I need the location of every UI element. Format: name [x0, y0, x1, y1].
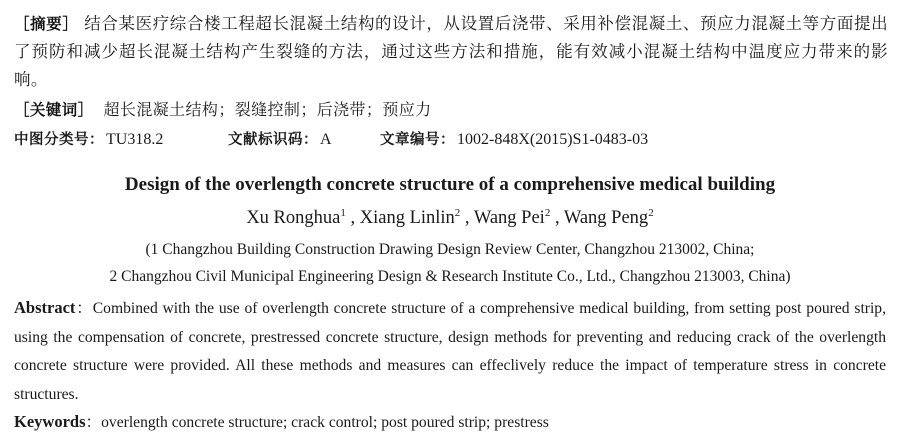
english-keywords-separator: ：	[85, 414, 102, 431]
clc-number	[14, 125, 163, 154]
article-number-value: 1002-848X(2015)S1-0483-03	[457, 131, 649, 148]
chinese-keywords-label: ［关键词］	[14, 101, 94, 119]
chinese-keywords-text: 超长混凝土结构；裂缝控制；后浇带；预应力	[103, 100, 432, 119]
english-authors	[0, 203, 900, 233]
author-3-affil: 2	[544, 206, 551, 219]
clc-value: TU318.2	[106, 131, 164, 148]
author-3-name: Wang Pei	[473, 208, 545, 228]
english-title: Design of the overlength concrete structure of a comprehensive medical building	[124, 174, 776, 195]
document-code	[228, 125, 332, 154]
article-number-label: 文章编号：	[380, 132, 455, 148]
english-keywords	[14, 408, 886, 437]
author-4-name: Wang Peng	[563, 208, 649, 228]
english-abstract-separator: ：	[75, 300, 93, 317]
english-keywords-text: overlength concrete structure; crack control; post poured strip; prestress	[101, 414, 549, 431]
author-2-name: Xiang Linlin	[359, 208, 455, 228]
english-abstract-text: Combined with the use of overlength concrete structure of a comprehensive medical building, from setting post poured strip, using the compensation of concrete, prestressed concrete structure, design methods for preventing and reducing crack of the overlength concrete structure were provided. All these methods and measures can effeclively reduce the impact of temperature stress in concrete structures.	[14, 300, 886, 403]
affiliation-1: (1 Changzhou Building Construction Drawing Design Review Center, Changzhou 213002, China;	[145, 241, 755, 258]
author-separator: ,	[550, 208, 564, 228]
chinese-abstract-text: 结合某医疗综合楼工程超长混凝土结构的设计，从设置后浇带、采用补偿混凝土、预应力混凝土等方面提出了预防和减少超长混凝土结构产生裂缝的方法，通过这些方法和措施，能有效减小混凝土结构中温度应力带来的影响。	[14, 14, 888, 89]
chinese-keywords	[14, 96, 888, 124]
document-code-label: 文献标识码：	[228, 132, 318, 148]
author-separator: ,	[345, 208, 360, 228]
classification-row	[14, 125, 888, 153]
author-separator: ,	[460, 208, 474, 228]
affiliation-2: 2 Changzhou Civil Municipal Engineering Design & Research Institute Co., Ltd., Changzhou 213003, China)	[109, 268, 791, 285]
author-2-affil: 2	[454, 206, 461, 219]
english-abstract-label: Abstract	[14, 298, 76, 317]
author-1-name: Xu Ronghua	[246, 208, 341, 228]
document-code-value: A	[320, 131, 332, 148]
author-4-affil: 2	[648, 206, 654, 219]
english-keywords-label: Keywords	[14, 412, 86, 431]
clc-label: 中图分类号：	[14, 132, 104, 148]
chinese-abstract	[14, 10, 888, 94]
chinese-abstract-label: ［摘要］	[14, 15, 79, 33]
english-abstract	[14, 294, 886, 409]
article-number	[380, 125, 648, 154]
author-1-affil: 1	[340, 206, 346, 219]
